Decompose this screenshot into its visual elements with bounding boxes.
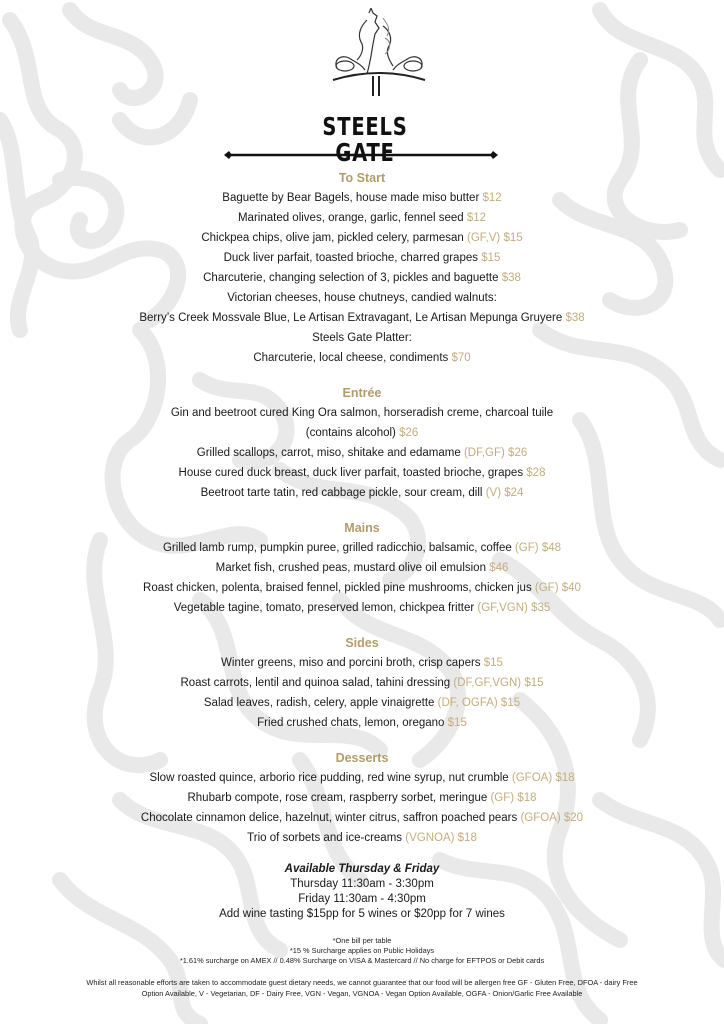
menu-item: Charcuterie, changing selection of 3, pickles and baguette $38 — [203, 272, 521, 284]
menu-item: Beetroot tarte tatin, red cabbage pickle, sour cream, dill (V) $24 — [200, 487, 524, 499]
menu-item: House cured duck breast, duck liver parfait, toasted brioche, grapes $28 — [178, 467, 546, 479]
menu-item: Gin and beetroot cured King Ora salmon, horseradish creme, charcoal tuile — [170, 407, 554, 419]
menu-item: Trio of sorbets and ice-creams (VGNOA) $18 — [247, 832, 477, 844]
section-entree — [0, 383, 724, 503]
availability-block — [0, 862, 724, 922]
menu-item: Chocolate cinnamon delice, hazelnut, winter citrus, saffron poached pears (GFOA) $20 — [140, 812, 584, 824]
menu-item: Baguette by Bear Bagels, house made miso butter $12 — [222, 192, 502, 204]
surcharge-notes — [0, 936, 724, 966]
menu-item: Marinated olives, orange, garlic, fennel seed $12 — [237, 212, 487, 224]
menu-item: Chickpea chips, olive jam, pickled celery, parmesan (GF,V) $15 — [201, 232, 523, 244]
menu-item: Grilled lamb rump, pumpkin puree, grilled radicchio, balsamic, coffee (GF) $48 — [162, 542, 561, 554]
menu-item: (contains alcohol) $26 — [305, 427, 419, 439]
menu-item: Slow roasted quince, arborio rice pudding, red wine syrup, nut crumble (GFOA) $18 — [149, 772, 575, 784]
note-line: *One bill per table — [332, 936, 392, 945]
menu-body — [0, 168, 724, 999]
availability-heading: Available Thursday & Friday — [284, 863, 440, 875]
section-to-start — [0, 168, 724, 368]
menu-item: Salad leaves, radish, celery, apple vinaigrette (DF, OGFA) $15 — [203, 697, 521, 709]
menu-item: Berry’s Creek Mossvale Blue, Le Artisan Extravagant, Le Artisan Mepunga Gruyere $38 — [139, 312, 585, 324]
menu-item: Charcuterie, local cheese, condiments $70 — [253, 352, 471, 364]
menu-item: Market fish, crushed peas, mustard olive oil emulsion $46 — [215, 562, 509, 574]
restaurant-name: STEELS GATE — [307, 114, 424, 166]
availability-line: Add wine tasting $15pp for 5 wines or $20pp for 7 wines — [219, 908, 505, 920]
note-line: *15 % Surcharge applies on Public Holidays — [289, 946, 435, 955]
menu-item: Winter greens, miso and porcini broth, crisp capers $15 — [221, 657, 503, 669]
section-sides — [0, 633, 724, 733]
section-title: Mains — [344, 521, 380, 535]
menu-item: Roast chicken, polenta, braised fennel, pickled pine mushrooms, chicken jus (GF) $40 — [143, 582, 581, 594]
gate-crest-logo-icon — [327, 8, 431, 96]
availability-line: Friday 11:30am - 4:30pm — [298, 893, 426, 905]
menu-item: Grilled scallops, carrot, miso, shitake and edamame (DF,GF) $26 — [196, 447, 528, 459]
dietary-disclaimer: Whilst all reasonable efforts are taken to accommodate guest dietary needs, we cannot guarantee that our food will be allergen free GF - Gluten Free, DFOA - dairy Free Option Available, V - Vegetarian, DF - Dairy Free, VGN - Vegan, VGNOA - Vegan Option Available, OGFA - Onion/Garlic Free Available — [86, 978, 638, 998]
section-title: Desserts — [335, 751, 389, 765]
menu-item: Fried crushed chats, lemon, oregano $15 — [257, 717, 467, 729]
ornamental-rule-icon — [224, 150, 498, 160]
menu-item: Roast carrots, lentil and quinoa salad, tahini dressing (DF,GF,VGN) $15 — [180, 677, 544, 689]
note-line: *1.61% surcharge on AMEX // 0.48% Surcharge on VISA & Mastercard // No charge for EFTPOS or Debit cards — [179, 956, 545, 965]
section-title: To Start — [338, 171, 386, 185]
menu-item: Duck liver parfait, toasted brioche, charred grapes $15 — [223, 252, 501, 264]
menu-item: Rhubarb compote, rose cream, raspberry sorbet, meringue (GF) $18 — [187, 792, 537, 804]
menu-item: Vegetable tagine, tomato, preserved lemon, chickpea fritter (GF,VGN) $35 — [173, 602, 551, 614]
section-mains — [0, 518, 724, 618]
section-title: Sides — [345, 636, 379, 650]
availability-line: Thursday 11:30am - 3:30pm — [290, 878, 434, 890]
menu-item: Victorian cheeses, house chutneys, candied walnuts: — [227, 292, 497, 304]
section-desserts — [0, 748, 724, 848]
menu-item: Steels Gate Platter: — [312, 332, 412, 344]
section-title: Entrée — [342, 386, 382, 400]
